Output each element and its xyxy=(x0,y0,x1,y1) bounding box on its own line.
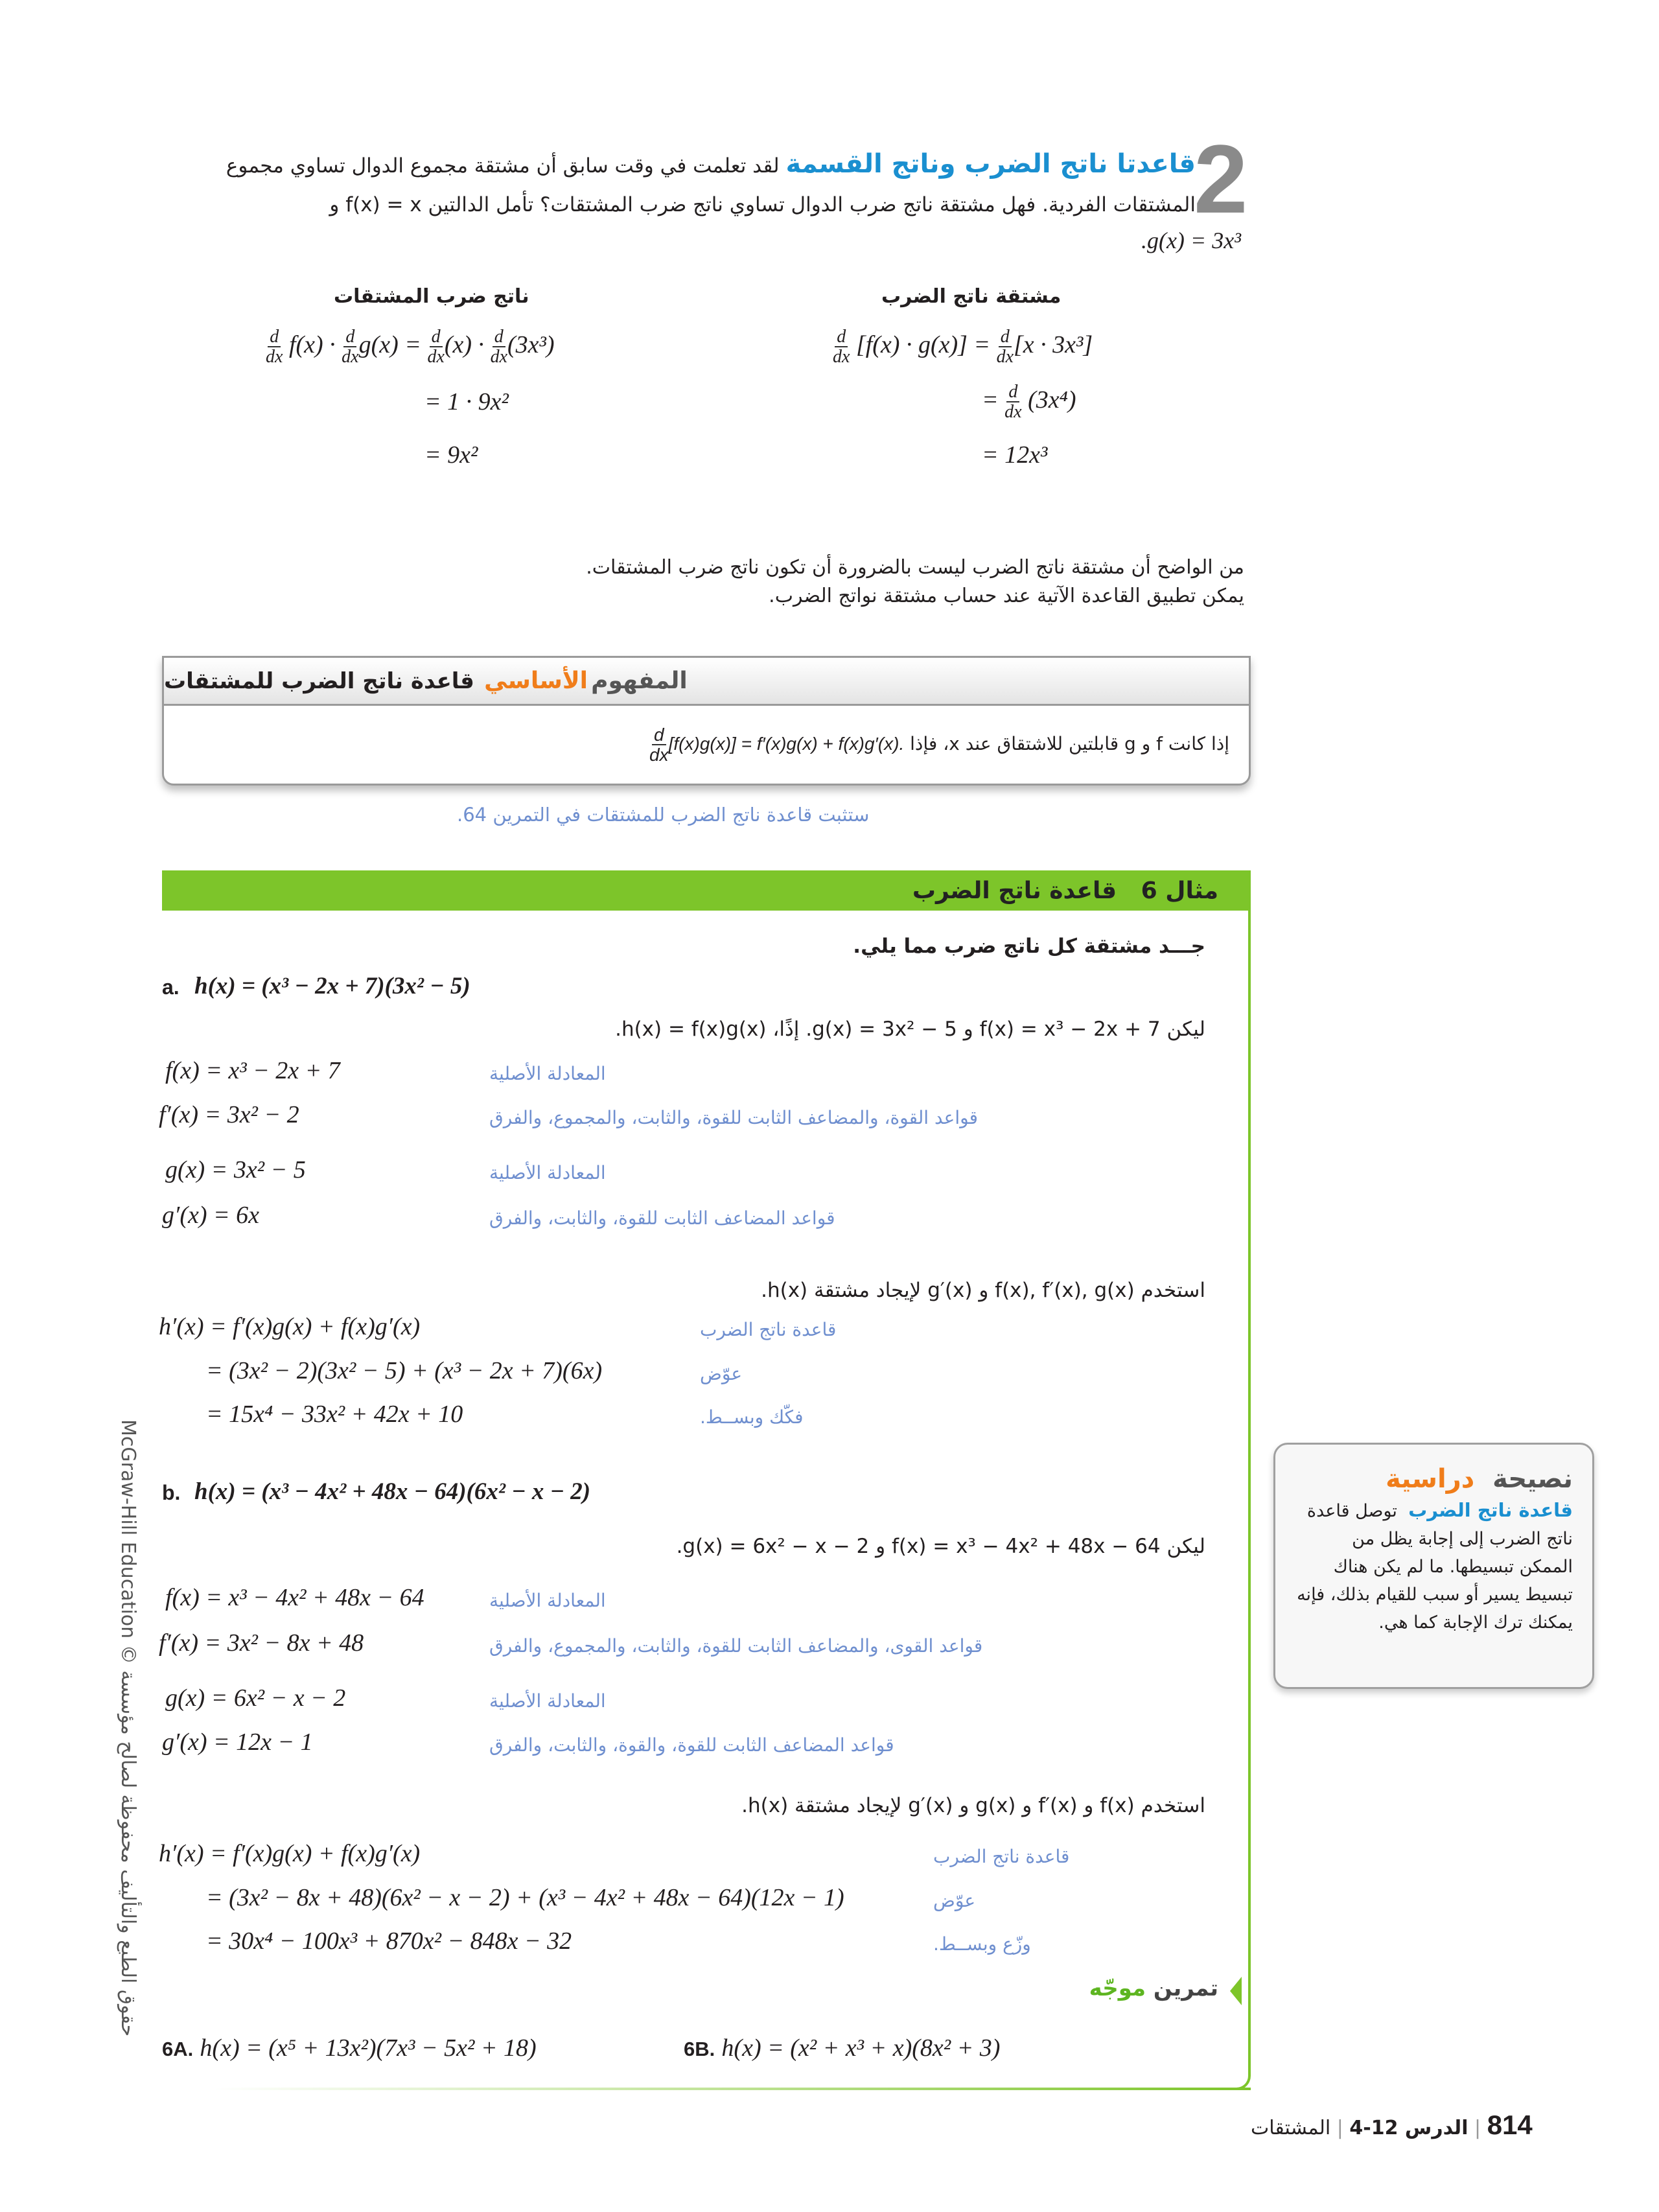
a-deriv-3: = 15x⁴ − 33x² + 42x + 10 xyxy=(206,1401,463,1428)
chapter-label: المشتقات xyxy=(1251,2117,1331,2139)
example-instruction: جـــد مشتقة كل ناتج ضرب مما يلي. xyxy=(853,935,1205,958)
product-derivative-line2: = $\frac{d}{dx}$ (3x⁴) xyxy=(982,382,1076,423)
derivatives-product-line1: $\frac{d}{dx}$ f(x) · $\frac{d}{dx}$ g(x) = $\frac{d}{dx}$ (x) · $\frac{d}{dx}$ (3x³) xyxy=(266,327,555,367)
b-deriv-1-label: قاعدة ناتج الضرب xyxy=(933,1846,1070,1867)
page-number: 814 xyxy=(1487,2110,1533,2140)
section-title: قاعدتا ناتج الضرب وناتج القسمة xyxy=(785,149,1196,179)
section-intro-line3: .g(x) = 3x³ xyxy=(1141,227,1241,253)
b-step-4-label: قواعد المضاعف الثابت للقوة، والقوة، والثابت، والفرق xyxy=(489,1734,894,1756)
a-step-1: f(x) = x³ − 2x + 7 xyxy=(165,1057,340,1084)
part-a-let: ليكن f(x) = x³ − 2x + 7 و g(x) = 3x² − 5. إذًا، h(x) = f(x)g(x). xyxy=(615,1018,1205,1041)
b-step-1: f(x) = x³ − 4x² + 48x − 64 xyxy=(165,1584,424,1611)
a-step-2-label: قواعد القوة، والمضاعف الثابت للقوة، والثابت، والمجموع، والفرق xyxy=(489,1107,979,1128)
footer: 814 | الدرس 12-4 | المشتقات xyxy=(1251,2110,1533,2140)
section-intro-line2: المشتقات الفردية. فهل مشتقة ناتج ضرب الدوال تساوي ناتج ضرب المشتقات؟ تأمل الدالتين f(x) = x و xyxy=(329,193,1196,216)
part-a-use: استخدم f(x), f′(x), g(x) و g′(x) لإيجاد مشتقة h(x). xyxy=(761,1279,1205,1302)
example-border xyxy=(1236,911,1251,2090)
product-derivative-line1: $\frac{d}{dx}$ [f(x) · g(x)] = $\frac{d}{dx}$ [x · 3x³] xyxy=(833,327,1093,367)
b-deriv-3-label: وزّع وبســط. xyxy=(933,1933,1031,1955)
example-header: مثال 6 قاعدة ناتج الضرب xyxy=(162,870,1251,911)
part-b-let: ليكن f(x) = x³ − 4x² + 48x − 64 و g(x) = 6x² − x − 2. xyxy=(676,1535,1205,1558)
part-a-problem: h(x) = (x³ − 2x + 7)(3x² − 5) xyxy=(194,973,470,999)
intro-text: لقد تعلمت في وقت سابق أن مشتقة مجموع الدوال تساوي مجموع xyxy=(226,154,780,178)
example-bottom-line xyxy=(214,2088,1251,2090)
section-intro-line1 xyxy=(226,149,1196,179)
a-step-3: g(x) = 3x² − 5 xyxy=(165,1156,306,1183)
a-deriv-2-label: عوّض xyxy=(700,1363,743,1384)
product-derivative-line3: = 12x³ xyxy=(982,441,1048,469)
key-concept-box xyxy=(162,656,1251,786)
lesson-label: الدرس 12-4 xyxy=(1349,2117,1468,2139)
derivatives-product-line2: = 1 · 9x² xyxy=(424,388,509,415)
study-tip-box xyxy=(1273,1443,1594,1689)
a-step-2: f′(x) = 3x² − 2 xyxy=(159,1101,299,1128)
b-step-3-label: المعادلة الأصلية xyxy=(489,1690,606,1712)
a-step-1-label: المعادلة الأصلية xyxy=(489,1063,606,1084)
part-b-problem: h(x) = (x³ − 4x² + 48x − 64)(6x² − x − 2) xyxy=(194,1478,591,1505)
key-concept-body: إذا كانت f و g قابلتين للاشتقاق عند x، فإذا $\frac{d}{dx}$ [f(x)g(x)] = f′(x)g(x) + f(x)g′(x). xyxy=(649,725,1229,765)
b-step-3: g(x) = 6x² − x − 2 xyxy=(165,1684,346,1712)
a-deriv-3-label: فكّك وبســط. xyxy=(700,1406,804,1428)
study-tip-title: نصيحة دراسية xyxy=(1386,1464,1573,1494)
a-step-4-label: قواعد المضاعف الثابت للقوة، والثابت، والفرق xyxy=(489,1207,835,1229)
exercise-6a: 6A. h(x) = (x⁵ + 13x²)(7x³ − 5x² + 18) xyxy=(162,2034,537,2062)
product-derivative-header: مشتقة ناتج الضرب xyxy=(881,285,1062,308)
b-deriv-2: = (3x² − 8x + 48)(6x² − x − 2) + (x³ − 4x² + 48x − 64)(12x − 1) xyxy=(206,1884,844,1911)
b-deriv-1: h′(x) = f′(x)g(x) + f(x)g′(x) xyxy=(159,1840,421,1867)
section-number: 2 xyxy=(1194,124,1248,233)
b-deriv-3: = 30x⁴ − 100x³ + 870x² − 848x − 32 xyxy=(206,1927,572,1955)
study-tip-body: قاعدة ناتج الضرب توصل قاعدة ناتج الضرب إلى إجابة يظل من الممكن تبسيطها. ما لم يكن هناك تبسيط يسير أو سبب للقيام بذلك، فإنه يمكنك ترك الإجابة كما هي. xyxy=(1297,1499,1573,1633)
copyright-side-text: McGraw-Hill Education © حقوق الطبع والتأليف محفوظة لصالح مؤسسة xyxy=(117,1419,139,2037)
part-a-tag: a. xyxy=(162,975,180,999)
part-b-tag: b. xyxy=(162,1481,181,1504)
b-step-2-label: قواعد القوى، والمضاعف الثابت للقوة، والثابت، والمجموع، والفرق xyxy=(489,1635,983,1657)
proof-note[interactable]: ستثبت قاعدة ناتج الضرب للمشتقات في التمرين 64. xyxy=(457,804,870,826)
a-deriv-1: h′(x) = f′(x)g(x) + f(x)g′(x) xyxy=(159,1313,421,1340)
derivatives-product-line3: = 9x² xyxy=(424,441,478,469)
derivatives-product-header: ناتج ضرب المشتقات xyxy=(334,285,529,308)
guided-practice-label: تمرين موجّه xyxy=(1089,1975,1218,2001)
exercise-6b: 6B. h(x) = (x² + x³ + x)(8x² + 3) xyxy=(684,2034,1001,2062)
a-deriv-2: = (3x² − 2)(3x² − 5) + (x³ − 2x + 7)(6x) xyxy=(206,1357,603,1384)
b-step-4: g′(x) = 12x − 1 xyxy=(162,1729,313,1756)
a-deriv-1-label: قاعدة ناتج الضرب xyxy=(700,1319,837,1340)
b-step-2: f′(x) = 3x² − 8x + 48 xyxy=(159,1629,364,1657)
example-title: قاعدة ناتج الضرب xyxy=(912,877,1117,904)
b-deriv-2-label: عوّض xyxy=(933,1890,976,1911)
paragraph-line1: من الواضح أن مشتقة ناتج الضرب ليست بالضرورة أن تكون ناتج ضرب المشتقات. xyxy=(586,556,1244,579)
a-step-4: g′(x) = 6x xyxy=(162,1202,259,1229)
b-step-1-label: المعادلة الأصلية xyxy=(489,1590,606,1611)
a-step-3-label: المعادلة الأصلية xyxy=(489,1162,606,1183)
key-concept-header: المفهوم الأساسي قاعدة ناتج الضرب للمشتقات xyxy=(164,658,1249,706)
paragraph-line2: يمكن تطبيق القاعدة الآتية عند حساب مشتقة نواتج الضرب. xyxy=(769,585,1244,607)
guided-practice-marker-icon xyxy=(1230,1977,1242,2005)
key-concept-title: قاعدة ناتج الضرب للمشتقات xyxy=(164,668,474,694)
part-b-use: استخدم f(x) و f′(x) و g(x) و g′(x) لإيجاد مشتقة h(x). xyxy=(741,1794,1205,1817)
